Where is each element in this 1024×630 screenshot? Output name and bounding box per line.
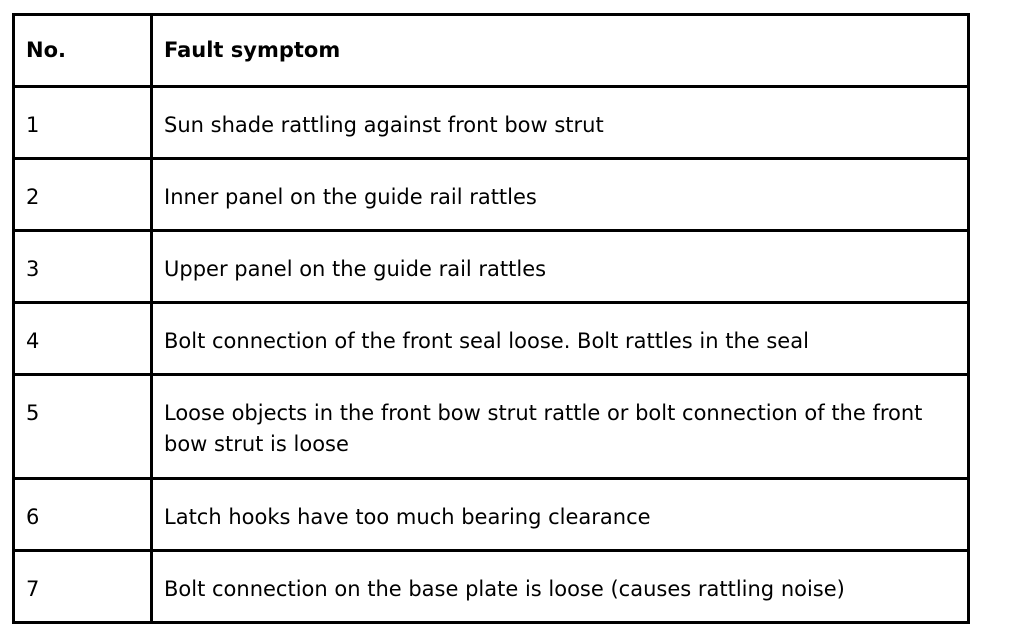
header-symptom-label: Fault symptom xyxy=(164,38,341,62)
row-symptom: Bolt connection on the base plate is loose (causes rattling noise) xyxy=(164,577,845,601)
row-number-cell xyxy=(14,231,152,303)
row-number-cell xyxy=(14,87,152,159)
row-number-cell xyxy=(14,375,152,479)
header-no-label: No. xyxy=(26,38,66,62)
row-symptom-cell xyxy=(152,375,969,479)
table-row xyxy=(14,375,969,479)
fault-symptom-table xyxy=(12,13,970,624)
row-symptom: Inner panel on the guide rail rattles xyxy=(164,185,537,209)
row-number: 4 xyxy=(26,329,40,353)
row-symptom-cell xyxy=(152,159,969,231)
row-symptom: Loose objects in the front bow strut rattle or bolt connection of the front bow strut is loose xyxy=(164,401,923,456)
row-number: 2 xyxy=(26,185,40,209)
table-row xyxy=(14,479,969,551)
row-number-cell xyxy=(14,303,152,375)
row-symptom-cell xyxy=(152,551,969,623)
row-symptom: Latch hooks have too much bearing clearance xyxy=(164,505,651,529)
header-symptom-cell xyxy=(152,15,969,87)
row-symptom: Upper panel on the guide rail rattles xyxy=(164,257,547,281)
row-symptom-cell xyxy=(152,479,969,551)
table-row xyxy=(14,231,969,303)
table-row xyxy=(14,303,969,375)
table-row xyxy=(14,159,969,231)
header-no-cell xyxy=(14,15,152,87)
row-symptom-cell xyxy=(152,87,969,159)
table-header-row xyxy=(14,15,969,87)
row-symptom-cell xyxy=(152,231,969,303)
row-symptom: Sun shade rattling against front bow strut xyxy=(164,113,604,137)
row-symptom: Bolt connection of the front seal loose. Bolt rattles in the seal xyxy=(164,329,809,353)
table-row xyxy=(14,551,969,623)
row-number: 3 xyxy=(26,257,40,281)
row-number: 1 xyxy=(26,113,40,137)
row-number: 7 xyxy=(26,577,40,601)
table-row xyxy=(14,87,969,159)
row-number-cell xyxy=(14,551,152,623)
row-symptom-cell xyxy=(152,303,969,375)
row-number-cell xyxy=(14,479,152,551)
row-number: 5 xyxy=(26,401,40,425)
row-number-cell xyxy=(14,159,152,231)
row-number: 6 xyxy=(26,505,40,529)
